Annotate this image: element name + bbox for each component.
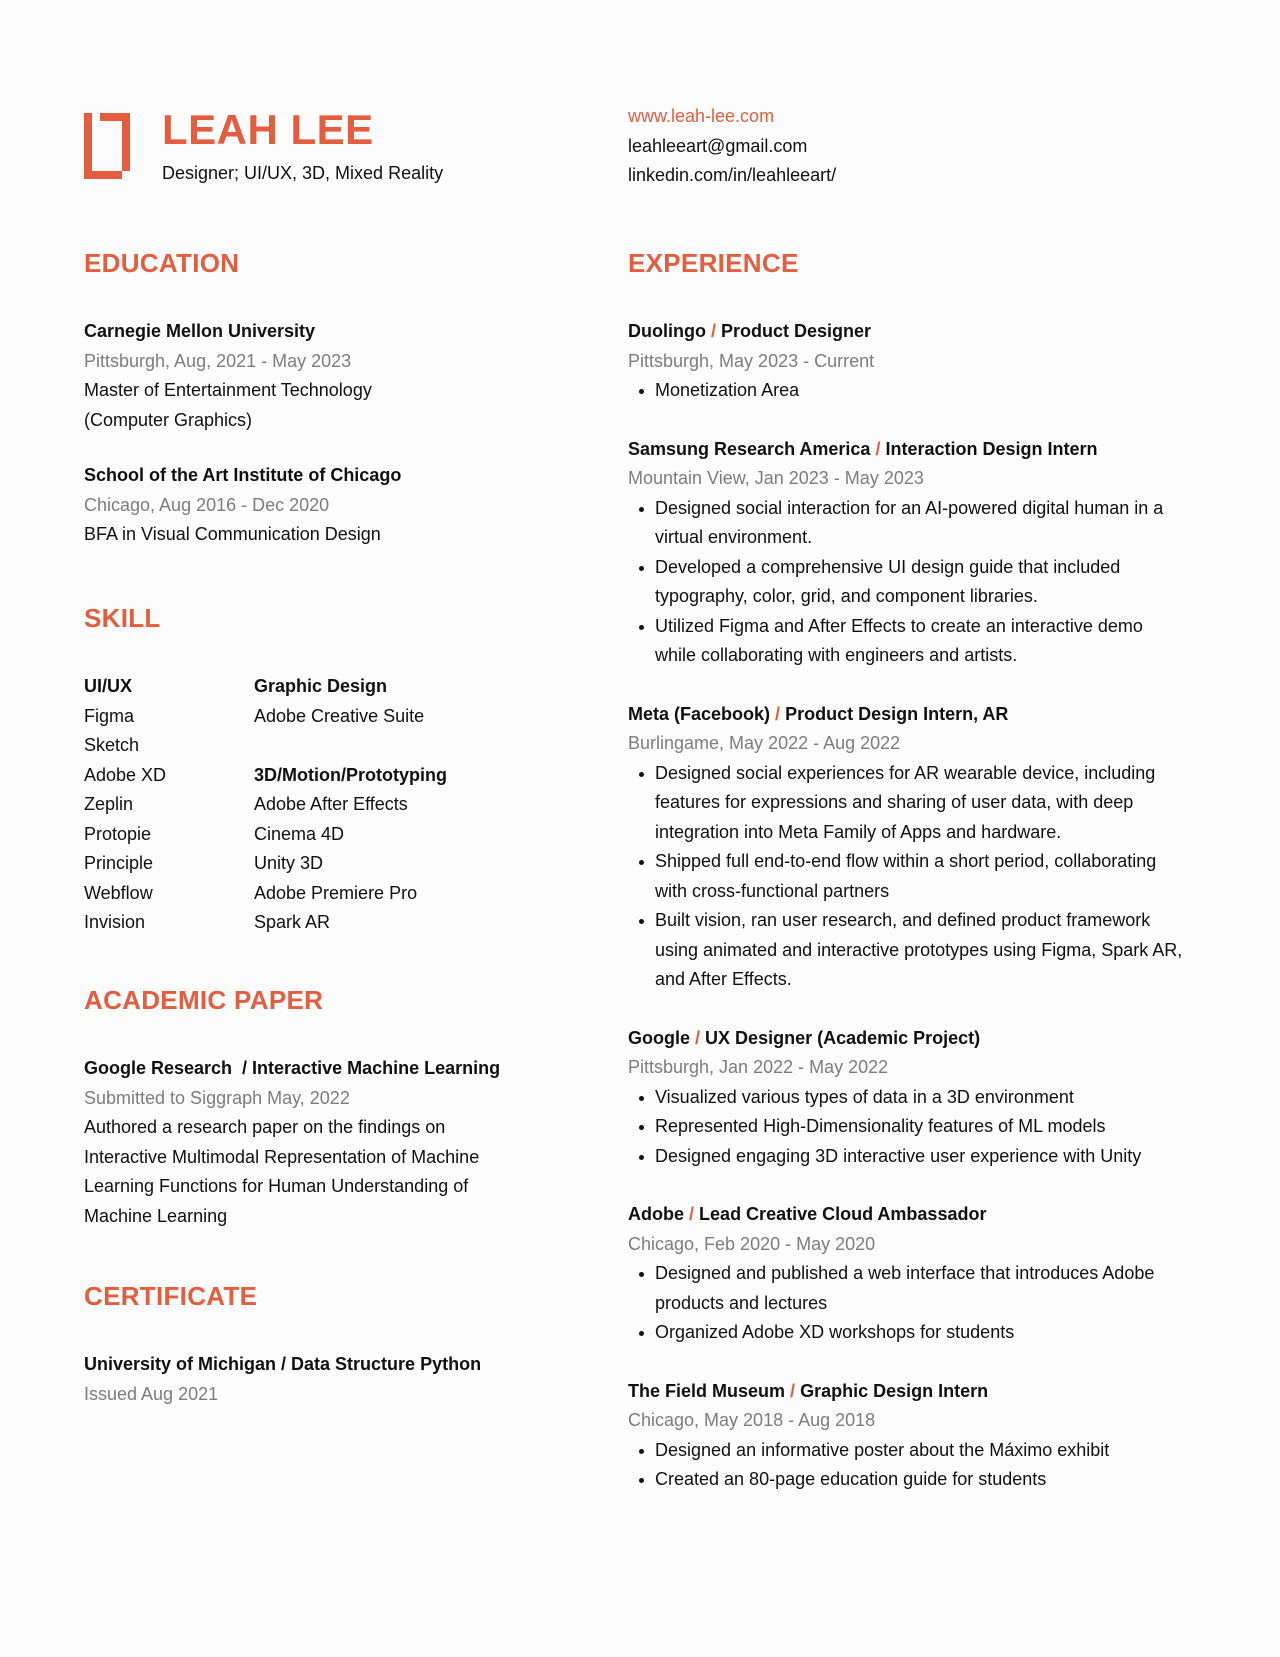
academic-paper-section bbox=[84, 984, 544, 1231]
job-meta: Pittsburgh, Jan 2022 - May 2022 bbox=[628, 1057, 889, 1077]
job-role: Graphic Design Intern bbox=[800, 1380, 989, 1401]
paper-line: Machine Learning bbox=[84, 1205, 228, 1226]
bullet-item: Designed an informative poster about the Máximo exhibit bbox=[628, 1436, 1228, 1466]
job-title bbox=[628, 1200, 1228, 1230]
skill-item: Unity 3D bbox=[254, 853, 324, 873]
slash-separator: / bbox=[689, 1204, 695, 1224]
section-title: EDUCATION bbox=[84, 248, 240, 278]
skill-section bbox=[84, 602, 544, 938]
bullet-item: Utilized Figma and After Effects to create an interactive demo while collaborating with engineers and artists. bbox=[628, 612, 1228, 671]
job-title bbox=[628, 1377, 1228, 1407]
certificate-meta: Issued Aug 2021 bbox=[84, 1383, 219, 1404]
slash-separator: / bbox=[711, 321, 717, 341]
job-bullets bbox=[628, 1436, 1228, 1495]
skill-item: Figma bbox=[84, 705, 135, 726]
experience-section bbox=[628, 247, 1228, 1495]
job-bullets bbox=[628, 1259, 1228, 1348]
company-name: Samsung Research America bbox=[628, 438, 871, 459]
company-name: The Field Museum bbox=[628, 1380, 786, 1401]
school-name: School of the Art Institute of Chicago bbox=[84, 465, 402, 485]
certificate-section bbox=[84, 1280, 544, 1409]
bracket-logo-icon bbox=[84, 113, 130, 179]
job-bullets bbox=[628, 759, 1228, 995]
skill-item: Invision bbox=[84, 912, 146, 932]
slash-separator: / bbox=[695, 1027, 701, 1048]
experience-entry bbox=[628, 700, 1228, 995]
slash-separator: / bbox=[875, 438, 881, 459]
section-title: CERTIFICATE bbox=[84, 1281, 258, 1311]
job-bullets bbox=[628, 1083, 1228, 1172]
company-name: Google bbox=[628, 1027, 690, 1048]
section-title: ACADEMIC PAPER bbox=[84, 985, 324, 1015]
job-meta: Mountain View, Jan 2023 - May 2023 bbox=[628, 468, 924, 488]
bullet-item: Organized Adobe XD workshops for students bbox=[628, 1318, 1228, 1348]
skill-item: Spark AR bbox=[254, 912, 331, 932]
degree-line: BFA in Visual Communication Design bbox=[84, 524, 381, 544]
paper-meta: Submitted to Siggraph May, 2022 bbox=[84, 1087, 350, 1108]
school-meta: Pittsburgh, Aug, 2021 - May 2023 bbox=[84, 350, 352, 371]
job-role: Interaction Design Intern bbox=[885, 438, 1098, 459]
skill-item: Adobe Premiere Pro bbox=[254, 882, 418, 903]
skill-item: Zeplin bbox=[84, 794, 134, 814]
education-section bbox=[84, 247, 544, 550]
skill-column-uiux bbox=[84, 672, 254, 938]
company-name: Meta (Facebook) bbox=[628, 703, 771, 724]
school-meta: Chicago, Aug 2016 - Dec 2020 bbox=[84, 494, 330, 515]
job-title bbox=[628, 317, 1228, 347]
experience-entry bbox=[628, 317, 1228, 406]
skill-item: Protopie bbox=[84, 823, 152, 844]
experience-entry bbox=[628, 1024, 1228, 1172]
bullet-item: Designed social interaction for an AI-powered digital human in a virtual environment. bbox=[628, 494, 1228, 553]
certificate-heading: University of Michigan / Data Structure Python bbox=[84, 1354, 482, 1374]
skill-heading: UI/UX bbox=[84, 676, 133, 696]
email-link[interactable]: leahleeart@gmail.com bbox=[628, 135, 808, 156]
job-meta: Chicago, May 2018 - Aug 2018 bbox=[628, 1410, 876, 1430]
company-name: Adobe bbox=[628, 1204, 684, 1224]
skill-item: Adobe After Effects bbox=[254, 794, 408, 814]
job-role: UX Designer (Academic Project) bbox=[705, 1027, 981, 1048]
skill-grid bbox=[84, 672, 544, 938]
section-title: EXPERIENCE bbox=[628, 248, 799, 278]
contact-block bbox=[628, 102, 836, 191]
linkedin-link[interactable]: linkedin.com/in/leahleeart/ bbox=[628, 165, 837, 185]
bullet-item: Designed engaging 3D interactive user experience with Unity bbox=[628, 1142, 1228, 1172]
job-title bbox=[628, 435, 1228, 465]
degree-line: (Computer Graphics) bbox=[84, 409, 253, 430]
company-name: Duolingo bbox=[628, 321, 706, 341]
skill-heading: Graphic Design bbox=[254, 676, 388, 696]
paper-heading: Google Research / Interactive Machine Learning bbox=[84, 1058, 501, 1078]
experience-entry bbox=[628, 1377, 1228, 1495]
bullet-item: Created an 80-page education guide for students bbox=[628, 1465, 1228, 1495]
bullet-item: Designed and published a web interface that introduces Adobe products and lectures bbox=[628, 1259, 1228, 1318]
website-link[interactable]: www.leah-lee.com bbox=[628, 106, 775, 126]
paper-line: Authored a research paper on the findings on bbox=[84, 1117, 446, 1137]
job-role: Product Designer bbox=[721, 321, 872, 341]
job-meta: Burlingame, May 2022 - Aug 2022 bbox=[628, 733, 901, 753]
bullet-item: Visualized various types of data in a 3D environment bbox=[628, 1083, 1228, 1113]
skill-heading: 3D/Motion/Prototyping bbox=[254, 764, 447, 785]
job-bullets bbox=[628, 376, 1228, 406]
job-title bbox=[628, 700, 1228, 730]
skill-column-design bbox=[254, 672, 544, 938]
job-title bbox=[628, 1024, 1228, 1054]
bullet-item: Developed a comprehensive UI design guide that included typography, color, grid, and component libraries. bbox=[628, 553, 1228, 612]
paper-line: Learning Functions for Human Understanding of bbox=[84, 1176, 469, 1196]
job-meta: Pittsburgh, May 2023 - Current bbox=[628, 350, 875, 371]
experience-entry bbox=[628, 1200, 1228, 1348]
bullet-item: Built vision, ran user research, and defined product framework using animated and interactive prototypes using Figma, Spark AR, and After Effects. bbox=[628, 906, 1228, 995]
slash-separator: / bbox=[790, 1380, 796, 1401]
bullet-item: Designed social experiences for AR wearable device, including features for expressions and sharing of user data, with deep integration into Meta Family of Apps and hardware. bbox=[628, 759, 1228, 848]
paper-line: Interactive Multimodal Representation of Machine bbox=[84, 1146, 480, 1167]
bullet-item: Represented High-Dimensionality features of ML models bbox=[628, 1112, 1228, 1142]
bullet-item: Monetization Area bbox=[628, 376, 1228, 406]
candidate-role: Designer; UI/UX, 3D, Mixed Reality bbox=[162, 163, 444, 183]
skill-item: Cinema 4D bbox=[254, 823, 345, 844]
slash-separator: / bbox=[775, 703, 781, 724]
job-role: Lead Creative Cloud Ambassador bbox=[699, 1204, 987, 1224]
degree-line: Master of Entertainment Technology bbox=[84, 380, 372, 400]
section-title: SKILL bbox=[84, 603, 161, 633]
skill-item: Sketch bbox=[84, 735, 140, 755]
skill-item: Webflow bbox=[84, 882, 153, 903]
job-role: Product Design Intern, AR bbox=[785, 703, 1009, 724]
school-name: Carnegie Mellon University bbox=[84, 321, 316, 341]
job-meta: Chicago, Feb 2020 - May 2020 bbox=[628, 1233, 876, 1254]
skill-item: Adobe Creative Suite bbox=[254, 705, 425, 726]
job-bullets bbox=[628, 494, 1228, 671]
candidate-name: LEAH LEE bbox=[162, 106, 374, 153]
skill-item: Adobe XD bbox=[84, 764, 167, 785]
experience-entry bbox=[628, 435, 1228, 671]
education-entry bbox=[84, 461, 544, 550]
bullet-item: Shipped full end-to-end flow within a short period, collaborating with cross-functional partners bbox=[628, 847, 1228, 906]
skill-item: Principle bbox=[84, 853, 154, 873]
education-entry bbox=[84, 317, 544, 435]
